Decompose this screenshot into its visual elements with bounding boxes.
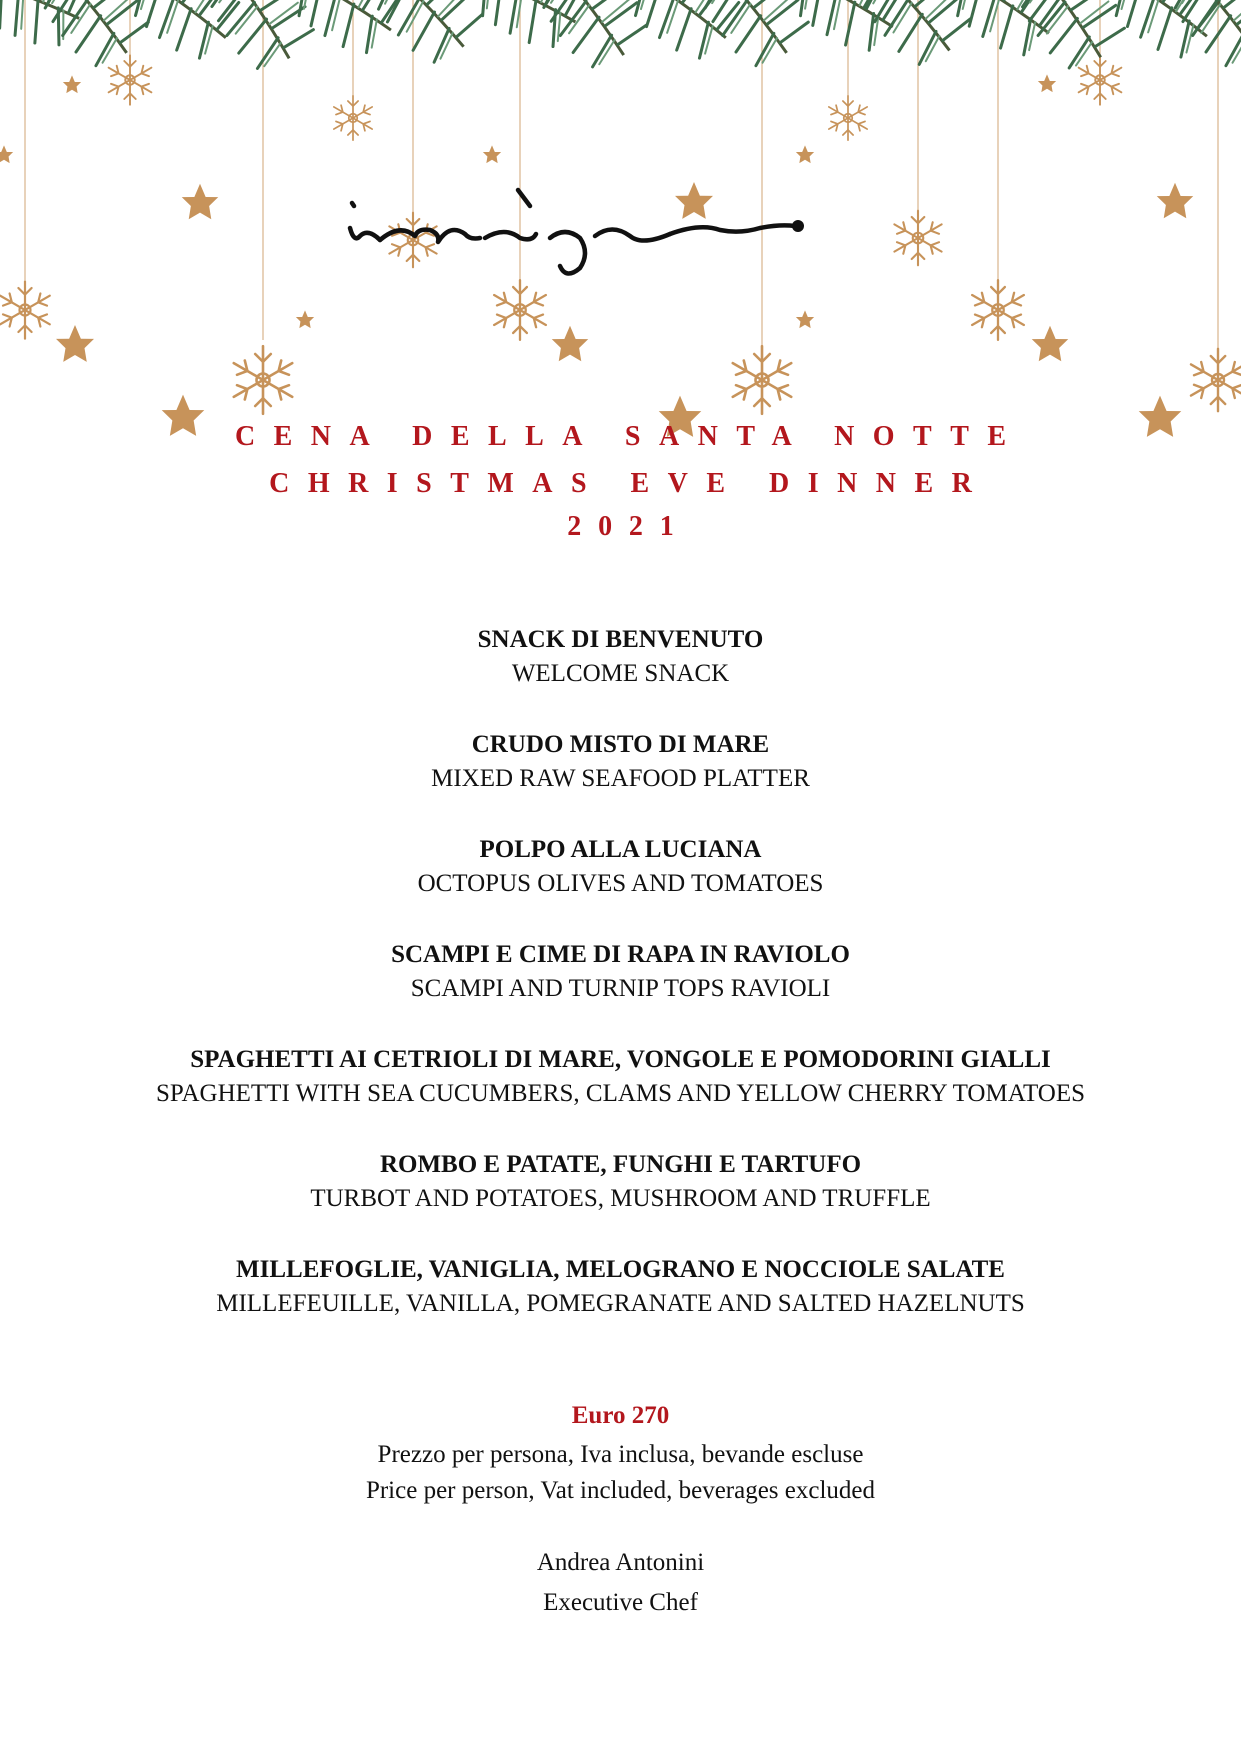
course-name-italian: MILLEFOGLIE, VANIGLIA, MELOGRANO E NOCCIOLE SALATE xyxy=(236,1256,1005,1283)
course-name-english: SCAMPI AND TURNIP TOPS RAVIOLI xyxy=(410,975,831,1002)
course-name-italian: POLPO ALLA LUCIANA xyxy=(479,836,762,863)
course-item xyxy=(0,1043,1241,1148)
course-name-english: MILLEFEUILLE, VANILLA, POMEGRANATE AND SALTED HAZELNUTS xyxy=(216,1290,1025,1317)
course-item xyxy=(0,938,1241,1043)
course-item xyxy=(0,728,1241,833)
course-list xyxy=(0,623,1241,1358)
course-name-english: MIXED RAW SEAFOOD PLATTER xyxy=(431,765,810,792)
menu-year: 2021 xyxy=(567,511,691,542)
course-name-italian: SCAMPI E CIME DI RAPA IN RAVIOLO xyxy=(391,941,850,968)
course-item xyxy=(0,623,1241,728)
course-item xyxy=(0,1253,1241,1358)
course-name-english: TURBOT AND POTATOES, MUSHROOM AND TRUFFLE xyxy=(310,1185,931,1212)
price-note-english: Price per person, Vat included, beverages excluded xyxy=(365,1477,876,1504)
chef-name: Andrea Antonini xyxy=(536,1549,705,1576)
price-label: Euro 270 xyxy=(571,1402,670,1429)
course-name-italian: CRUDO MISTO DI MARE xyxy=(471,731,770,758)
course-item xyxy=(0,833,1241,938)
price-note-italian: Prezzo per persona, Iva inclusa, bevande escluse xyxy=(377,1441,864,1468)
menu-title-english: CHRISTMAS EVE DINNER xyxy=(269,468,991,499)
course-item xyxy=(0,1148,1241,1253)
menu-title-italian: CENA DELLA SANTA NOTTE xyxy=(234,421,1025,452)
imago-logo xyxy=(340,168,900,278)
course-name-english: WELCOME SNACK xyxy=(511,660,730,687)
course-name-italian: ROMBO E PATATE, FUNGHI E TARTUFO xyxy=(379,1151,862,1178)
course-name-italian: SPAGHETTI AI CETRIOLI DI MARE, VONGOLE E POMODORINI GIALLI xyxy=(190,1046,1051,1073)
chef-title: Executive Chef xyxy=(543,1589,698,1616)
course-name-italian: SNACK DI BENVENUTO xyxy=(477,626,764,653)
course-name-english: OCTOPUS OLIVES AND TOMATOES xyxy=(417,870,824,897)
course-name-english: SPAGHETTI WITH SEA CUCUMBERS, CLAMS AND YELLOW CHERRY TOMATOES xyxy=(155,1080,1086,1107)
